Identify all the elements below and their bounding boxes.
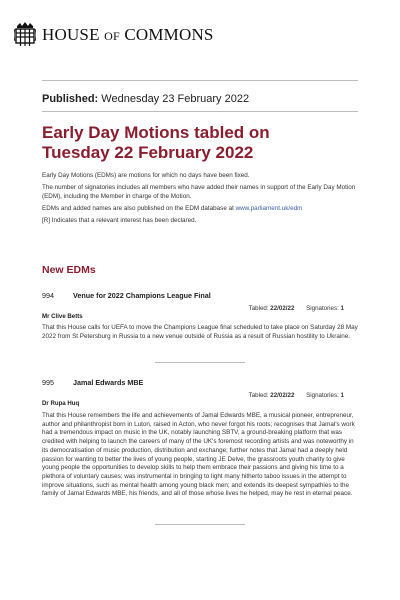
- intro-paragraph: The number of signatories includes all members who have added their names in support of the Early Day Motion (EDM), including the Member in charge of the Motion.: [42, 184, 356, 200]
- edm-mover: Mr Clive Betts: [42, 313, 83, 320]
- edm-number: 995: [42, 378, 54, 387]
- edm-heading: [42, 291, 211, 300]
- edm-text: That this House remembers the life and achievements of Jamal Edwards MBE, a musical pioneer, entrepreneur, author and philanthropist born in Luton, raised in Acton, who never forgot his roots; recognises that Jamal's work had a tremendous impact on music in the UK, notably launching SBTV, a ground-breaking platform that was credited with helping to launch the careers of many of the UK's foremost recording artists and was noteworthy in its democratisation of music production, distribution and exchange; further notes that Jamal had a deeply held passion for wanting to better the lives of young people, starting JE Delve, the grassroots youth charity to give young people the opportunities to develop skills to help them embrace their passions and giving his time to a plethora of voluntary causes; was instrumental in bringing to light many hitherto taboo issues in the attempt to improve situations, such as mental health among young black men; and extends its deepest sympathies to the family of Jamal Edwards MBE, his friends, and all of those whose lives he helped, may he rest in eternal peace.: [42, 412, 355, 498]
- divider: [42, 111, 358, 112]
- edm-text: That this House calls for UEFA to move the Champions League final scheduled to take place on Saturday 28 May 2022 from St Petersburg in Russia to a new venue outside of Russia as a result of Russian hostility to Ukraine.: [42, 324, 358, 340]
- divider: [155, 524, 245, 525]
- intro-text: [42, 171, 358, 228]
- house-of-commons-wordmark: HOUSE OF COMMONS: [42, 25, 214, 44]
- divider: [42, 80, 358, 81]
- section-heading: New EDMs: [42, 264, 96, 276]
- edm-meta: Tabled: 22/02/22 Signatories: 1: [248, 392, 344, 399]
- portcullis-icon: [14, 22, 36, 48]
- edm-number: 994: [42, 291, 54, 300]
- published-label: Published:: [42, 93, 99, 105]
- edm-mover: Dr Rupa Huq: [42, 400, 80, 407]
- edm-title: Venue for 2022 Champions League Final: [73, 291, 211, 300]
- page-title: Early Day Motions tabled on Tuesday 22 February 2022: [42, 123, 270, 162]
- intro-paragraph: Early Day Motions (EDMs) are motions for which no days have been fixed.: [42, 172, 250, 179]
- edm-heading: [42, 378, 143, 387]
- site-header: [14, 22, 214, 48]
- published-line: [42, 93, 249, 105]
- intro-paragraph: [R] Indicates that a relevant interest has been declared.: [42, 217, 197, 224]
- divider: [155, 362, 245, 363]
- edm-meta: Tabled: 22/02/22 Signatories: 1: [248, 305, 344, 312]
- published-date: Wednesday 23 February 2022: [101, 93, 250, 105]
- edm-title: Jamal Edwards MBE: [73, 378, 144, 387]
- edm-database-link[interactable]: www.parliament.uk/edm: [235, 205, 303, 212]
- intro-paragraph: EDMs and added names are also published on the EDM database at www.parliament.uk/edm: [42, 205, 303, 212]
